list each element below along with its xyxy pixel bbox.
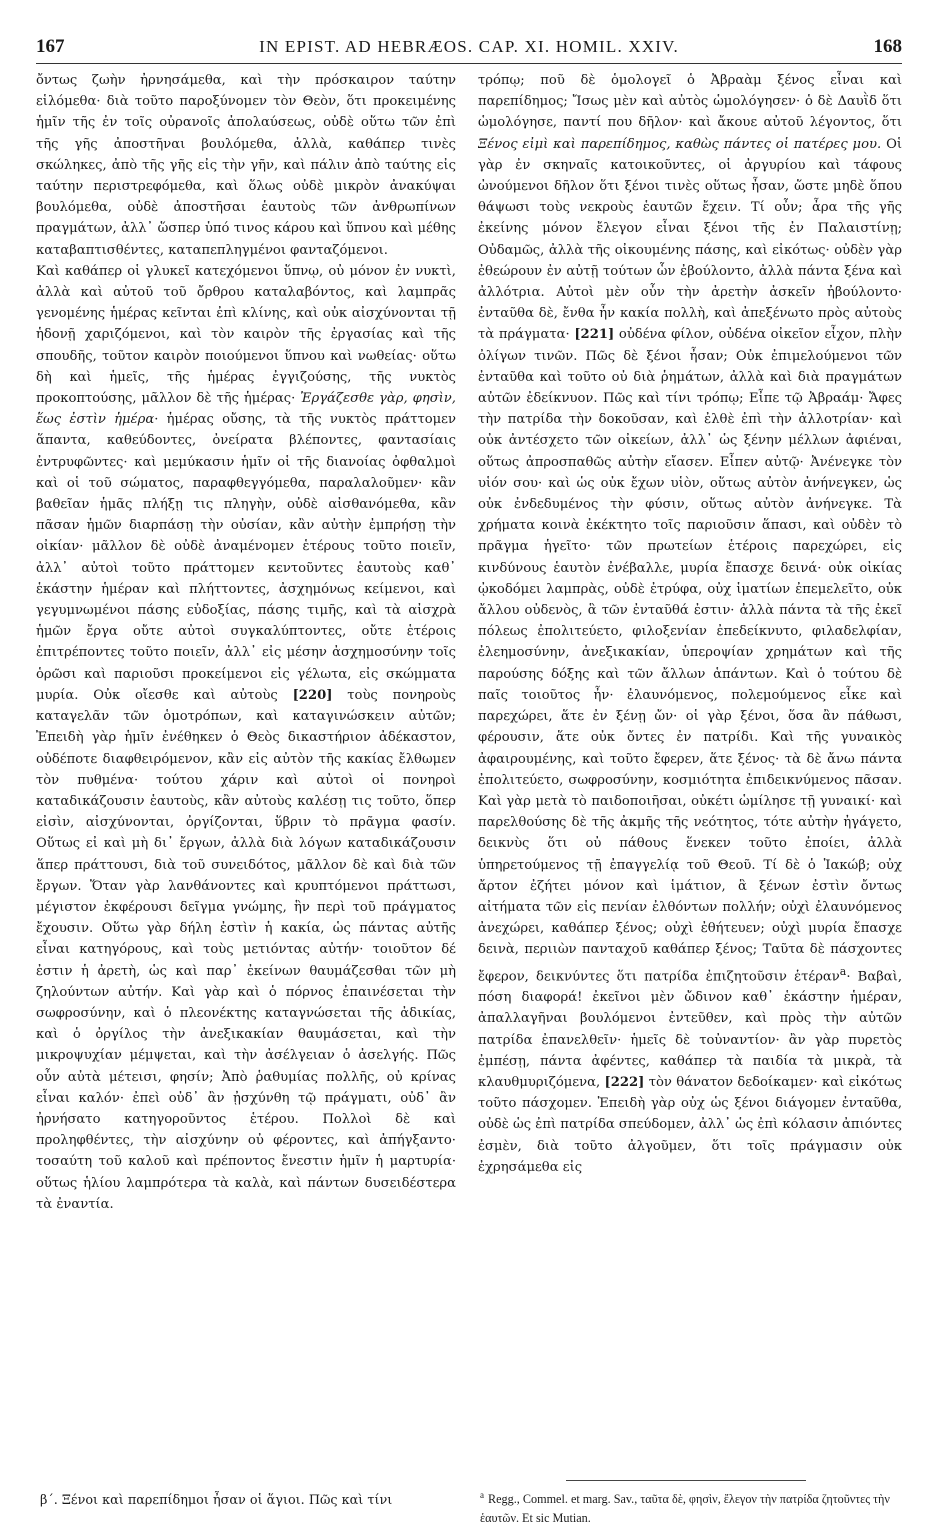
text-run: τοὺς πονηροὺς καταγελᾶν τῶν ὁμοτρόπων, καὶ καταγινώσκειν αὐτῶν; Ἐπειδὴ γὰρ ἡμῖν ἐνέθηκεν ὁ Θεὸς δικαστήριον ἀδέκαστον, οὐδέποτε διαφθειρόμενον, κἂν εἰς αὐτὸν τῆς κακίας ἔλθωμεν τὸν πυθμένα· τούτου χάριν καὶ αὐτοὶ οἱ πονηροὶ καταδικάζουσιν ἑαυτοὺς, κἂν αὐτοὺς καλέσῃ τις τοῦτο, ὅπερ εἰσὶν, αἰσχύνονται, ὀργίζονται, ὕβριν τὸ πρᾶγμα φασίν. Οὕτως εἰ καὶ μὴ δι᾽ ἔργων, ἀλλὰ διὰ λόγων καταδικάζουσιν ἅπερ πράττουσι, διὰ τοῦ συνειδότος, μᾶλλον δὲ καὶ διὰ τῶν ἔργων. Ὅταν γὰρ λανθάνοντες καὶ κρυπτόμενοι πράττωσι, μέγιστον ἐκφέρουσι δεῖγμα γνώμης, ἣν περὶ τοῦ πράγματος ἔχουσιν. Οὕτω γὰρ δήλη ἐστὶν ἡ κακία, ὡς πάντας αὐτῆς εἶναι κατηγόρους, καὶ τοὺς μετιόντας αὐτήν· τοιοῦτον δέ ἐστιν ἡ ἀρετὴ, ὡς καὶ παρ᾽ ἐκείνων θαυμάζεσθαι τῶν μὴ ζηλούντων αὐτήν. Καὶ γὰρ καὶ ὁ πόρνος ἐπαινέσεται τὴν σωφροσύνην, καὶ ὁ πλεονέκτης καταγνώσεται τῆς ἀδικίας, καὶ ὁ ὀργίλος τὴν ἀνεξικακίαν θαυμάσεται, καὶ τὴν μικροψυχίαν μέμψεται, καὶ τὴν ἀσέλγειαν ὁ ἀσελγής. Πῶς οὖν αὐτὰ μέτεισι, φησίν; Ἀπὸ ῥαθυμίας πολλῆς, οὐ κρίνας εἶναι καλόν· ἐπεὶ οὐδ᾽ ἂν ᾐσχύνθη τῷ πράγματι, οὐδ᾽ ἂν ἠρνήσατο κατηγοροῦντος ἑτέρου. Πολλοὶ δὲ καὶ προληφθέντες, τὴν αἰσχύνην οὐ φέροντες, καὶ ἀπήγξαντο· τοσαύτη τοῦ καλοῦ καὶ πρέποντος ἔνεστιν ἡμῖν ἡ μαρτυρία· οὕτως ἡλίου λαμπρότερα τὰ καλὰ, καὶ πάντων δυσειδέστερα τὰ ἐναντία. — [36, 687, 456, 1212]
running-header — [36, 36, 902, 62]
header-rule — [36, 63, 902, 64]
scripture-quote: Ἐργάζεσθε γὰρ, φησὶν, ἕως ἐστὶν ἡμέρα — [36, 391, 456, 428]
text-run: Καὶ καθάπερ οἱ γλυκεῖ κατεχόμενοι ὕπνῳ, οὐ μόνον ἐν νυκτὶ, ἀλλὰ καὶ αὐτοῦ τοῦ ὄρθρου καταλαβόντος, καὶ λαμπρᾶς γενομένης ἡμέρας κεῖνται ἐπὶ κλίνης, καὶ οὐκ αἰσχύνονται τῇ ἡδονῇ χαριζόμενοι, καὶ τὸν καιρὸν τῆς ἐργασίας καὶ τῆς σπουδῆς, τοῦτον καιρὸν ποιούμενοι ὕπνου καὶ νωθείας· οὕτω δὴ καὶ ἡμεῖς, τῆς ἡμέρας ἐγγιζούσης, τῆς νυκτὸς προκοπτούσης, μᾶλλον δὲ τῆς ἡμέρας· — [36, 263, 456, 407]
text-run: · Βαβαὶ, πόση διαφορά! ἐκεῖνοι μὲν ὤδινον καθ᾽ ἑκάστην ἡμέραν, ἀπαλλαγῆναι βουλόμενοι ἐντεῦθεν, καὶ πρὸς τὴν αὐτῶν πατρίδα ἐπανελθεῖν· ἡμεῖς δὲ τοὐναντίον· ἂν γὰρ πυρετὸς ἐμπέσῃ, πάντα ἀφέντες, καθάπερ τὰ παιδία τὰ μικρὰ, τὰ κλαυθμυριζόμενα, — [478, 968, 902, 1090]
footnote-text: Regg., Commel. et marg. Sav., ταῦτα δὲ, φησὶν, ἔλεγον τὴν πατρίδα ζητοῦντες τὴν ἑαυτῶν. Et sic Mutian. — [480, 1492, 890, 1526]
footnote — [480, 1486, 902, 1528]
page-number-left: 167 — [36, 36, 65, 57]
page-reference: [221] — [574, 327, 615, 343]
section-heading-note: β΄. Ξένοι καὶ παρεπίδημοι ἦσαν οἱ ἅγιοι. Πῶς καὶ τίνι — [40, 1493, 393, 1508]
text-run: · ἡμέρας οὔσης, τὰ τῆς νυκτὸς πράττομεν ἅπαντα, καθεύδοντες, ὀνείρατα βλέποντες, φαντασίαις ἐντρυφῶντες· καὶ μεμύκασιν ἡμῖν οἱ τῆς διανοίας ὀφθαλμοὶ καὶ οἱ τοῦ σώματος, παραφθεγγόμεθα, παραλαλοῦμεν· κἂν βαθεῖαν ἡμᾶς πλήξῃ τις πληγὴν, οὐδὲ αἰσθανόμεθα, κἂν πᾶσαν ἡμῶν διαρπάσῃ τὴν οὐσίαν, κἂν αὐτὴν ἐμπρήσῃ τὴν οἰκίαν· μᾶλλον δὲ οὐδὲ ἀναμένομεν ἑτέρους τοῦτο ποιεῖν, ἀλλ᾽ αὐτοὶ τοῦτο πράττομεν κεντοῦντες ἑαυτοὺς καθ᾽ ἑκάστην ἡμέραν καὶ πλήττοντες, ἀσχημόνως κείμενοι, καὶ γεγυμνωμένοι πάσης εὐδοξίας, πάσης τιμῆς, καὶ τὰ αἰσχρὰ ἡμῶν ἔργα οὔτε αὐτοὶ συγκαλύπτοντες, οὔτε ἑτέροις ἐπιτρέποντες τοῦτο ποιεῖν, ἀλλ᾽ εἰς μέσην ἀσχημοσύνην τοῖς ὁρῶσι καὶ παριοῦσι προκείμενοι εἰς γέλωτα, εἰς σκώμματα μυρία. Οὐκ οἴεσθε καὶ αὐτοὺς — [36, 412, 456, 703]
text-run: τὸν θάνατον δεδοίκαμεν· καὶ εἰκότως τοῦτο πάσχομεν. Ἐπειδὴ γὰρ οὐχ ὡς ξένοι διάγομεν ἐνταῦθα, οὐδὲ ὡς ἐπὶ πατρίδα σπεύδομεν, ἀλλ᾽ ὡς ἐπὶ κόλασιν ἀπιόντες ἐσμὲν, διὰ τοῦτο ἀλγοῦμεν, ὅτι τοῖς πράγμασιν οὐκ ἐχρησάμεθα εἰς — [478, 1074, 902, 1175]
right-column — [478, 70, 902, 1465]
paragraph: ὄντως ζωὴν ἠρνησάμεθα, καὶ τὴν πρόσκαιρον ταύτην εἱλόμεθα· διὰ τοῦτο παροξύνομεν τὸν Θεὸν, ὅτι προκειμένης ἡμῖν τῆς ἐν τοῖς οὐρανοῖς ἀπολαύσεως, οὐδὲ οὕτω τῶν ἐπὶ τῆς γῆς ἀποστῆναι βουλόμεθα, ἀλλὰ, καθάπερ τινὲς σκώληκες, ἀπὸ τῆς γῆς εἰς τὴν γῆν, καὶ πάλιν ἀπὸ ταύτης εἰς ταύτην περιστρεφόμεθα, καὶ ὅλως οὐδὲ μικρὸν ἀνακύψαι βουλόμεθα, οὐδὲ ἀποστῆσαι ἑαυτοὺς τῶν ἀνθρωπίνων πραγμάτων, ἀλλ᾽ ὥσπερ ὑπό τινος κάρου καὶ ὕπνου καὶ μέθης καταβαπτισθέντες, καταπεπληγμένοι φανταζόμενοι. — [36, 73, 456, 258]
text-run: Οἱ γὰρ ἐν σκηναῖς κατοικοῦντες, οἱ ἀργυρίου καὶ τάφους ὠνούμενοι δῆλον ὅτι ξένοι τινὲς οὕτως ἦσαν, ὥστε μηδὲ ὅπου θάψωσι τοὺς νεκροὺς ἑαυτῶν ἔχειν. Τί οὖν; ἆρα τῆς γῆς ἐκείνης μόνον ἔλεγον εἶναι ξένοι τῆς ἐν Παλαιστίνῃ; Οὐδαμῶς, ἀλλὰ τῆς οἰκουμένης πάσης, καὶ εἰκότως· οὐδὲν γὰρ ἐθεώρουν ἐν αὐτῇ τούτων ὧν ἐβούλοντο, ἀλλὰ πάντα ξένα καὶ ἀλλότρια. Αὐτοὶ μὲν οὖν τὴν ἀρετὴν ἀσκεῖν ἠβούλοντο· ἐνταῦθα δὲ, ἔνθα ἦν κακία πολλὴ, καὶ ἀπεξένωτο πρὸς αὐτοὺς τὰ πράγματα· — [478, 136, 902, 343]
left-column — [36, 70, 456, 1465]
running-title: IN EPIST. AD HEBRÆOS. CAP. XI. HOMIL. XXIV. — [259, 37, 679, 56]
paragraph — [36, 261, 456, 1215]
footnote-rule — [566, 1480, 806, 1481]
paragraph — [478, 70, 902, 1178]
footnote-mark: a — [480, 1490, 484, 1500]
page-number-right: 168 — [873, 36, 902, 57]
page-reference: [222] — [604, 1074, 645, 1090]
text-run: οὐδένα φίλον, οὐδένα οἰκεῖον εἶχον, πλὴν ὀλίγων τινῶν. Πῶς δὲ ξένοι ἦσαν; Οὐκ ἐπιμελούμενοι τῶν ἐνταῦθα καὶ τοῦτο οὐ διὰ ῥημάτων, ἀλλὰ καὶ διὰ πραγμάτων αὐτῶν ἐδείκνυον. Πῶς καὶ τίνι τρόπῳ; Εἶπε τῷ Ἀβραάμ· Ἄφες τὴν πατρίδα τὴν δοκοῦσαν, καὶ ἐλθὲ ἐπὶ τὴν ἀλλοτρίαν· καὶ οὐκ ἀντέσχετο τῶν οἰκείων, ἀλλ᾽ ὡς ξένην μέλλων ἀφιέναι, οὕτως ἀπροσπαθῶς αὐτὴν εἴασεν. Εἶπεν αὐτῷ· Ἀνένεγκε τὸν υἱόν σου· καὶ ὡς οὐκ ἔχων υἱὸν, οὕτως αὐτὸν ἀνήνεγκεν, ὡς οὐκ ἐνδεδυμένος τὴν φύσιν, οὕτως αὐτὸν ἀνήνεγκε. Τὰ χρήματα κοινὰ ἐκέκτητο τοῖς παριοῦσιν ἅπασι, καὶ οὐδὲν τὸ πρᾶγμα ἡγεῖτο· τῶν πρωτείων ἑτέροις παρεχώρει, εἰς κινδύνους ἑαυτὸν ἐνέβαλλε, μυρία ἔπασχε δεινά· οὐκ οἰκίας ᾠκοδόμει λαμπρὰς, οὐδὲ ἐτρύφα, οὐχ ἱματίων ἐπεμελεῖτο, οὐκ ἄλλου οὐδενὸς, ἃ τῶν ἐνταῦθά ἐστιν· ἀλλὰ πάντα τὰ τῆς ἐκεῖ πόλεως ἐπολιτεύετο, φιλοξενίαν ἐπεδείκνυτο, φιλαδελφίαν, ἐλεημοσύνην, ἀνεξικακίαν, ὑπεροψίαν χρημάτων καὶ τῆς παρούσης δόξης καὶ τῶν ἄλλων ἁπάντων. Καὶ ὁ τούτου δὲ παῖς τοιοῦτος ἦν· ἐλαυνόμενος, πολεμούμενος εἶκε καὶ παρεχώρει, ἅτε ἐν ξένῃ ὤν· οἱ γὰρ ξένοι, ὅσα ἂν πάθωσι, φέρουσιν, ἅτε οὐκ ὄντες ἐν πατρίδι. Καὶ τῆς γυναικὸς ἀφαιρουμένης, καὶ τοῦτο ἔφερεν, ἅτε ξένος· τὰ δὲ ἄνω πάντα ἐπολιτεύετο, σωφροσύνην, κοσμιότητα ἐπιδεικνύμενος πᾶσαν. Καὶ γὰρ μετὰ τὸ παιδοποιῆσαι, οὐκέτι ὡμίλησε τῇ γυναικί· καὶ παρελθούσης δὲ τῆς ἀκμῆς τῆς νεότητος, τότε αὐτὴν ἠγάγετο, δεικνὺς ὅτι οὐ πάθους ἕνεκεν τοῦτο ἐποίει, ἀλλὰ ὑπηρετούμενος τῇ ἐπαγγελίᾳ τοῦ Θεοῦ. Τί δὲ ὁ Ἰακώβ; οὐχ ἄρτον ἐζήτει μόνον καὶ ἱμάτιον, ἃ ξένων ἐστὶν ὄντως αἰτήματα τῶν εἰς πενίαν ἐλθόντων πολλήν; οὐχὶ ἐλαυνόμενος ἀνεχώρει, καθάπερ ξένος; οὐχὶ ἐθήτευεν; οὐχὶ μυρία ἔπασχε δεινὰ, περιιὼν πανταχοῦ καθάπερ ξένος; Ταῦτα δὲ πάσχοντες ἔφερον, δεικνύντες ὅτι πατρίδα ἐπιζητοῦσιν ἑτέραν — [478, 327, 902, 984]
text-run: τρόπῳ; ποῦ δὲ ὁμολογεῖ ὁ Ἀβραὰμ ξένος εἶναι καὶ παρεπίδημος; Ἴσως μὲν καὶ αὐτὸς ὡμολόγησεν· ὁ δὲ Δαυῒδ ὅτι ὡμολόγησε, παντί που δῆλον· καὶ ἄκουε αὐτοῦ λέγοντος, ὅτι — [478, 73, 902, 131]
scripture-quote: Ξένος εἰμὶ καὶ παρεπίδημος, καθὼς πάντες οἱ πατέρες μου. — [478, 136, 882, 152]
footnote-marker: a — [839, 964, 847, 978]
page-reference: [220] — [292, 687, 333, 703]
